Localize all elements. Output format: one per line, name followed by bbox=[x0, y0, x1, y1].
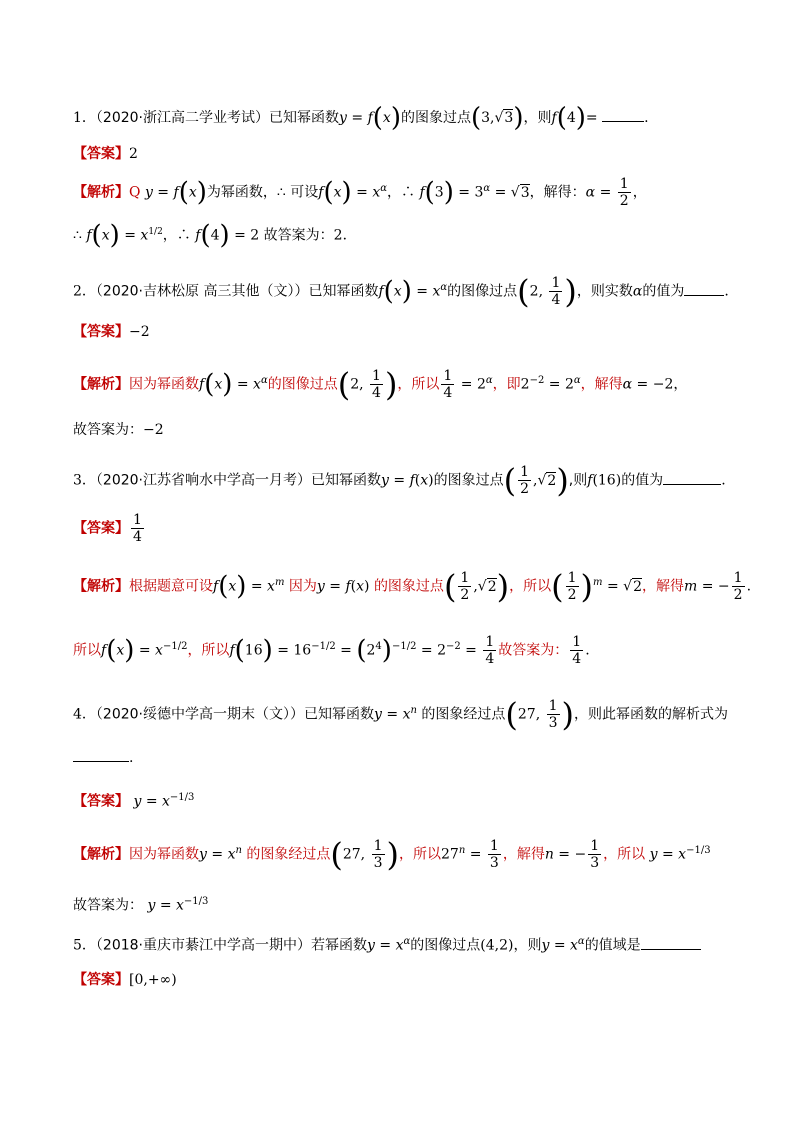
question-3: 3．（2020·江苏省响水中学高一月考）已知幂函数y = f(x)的图象过点( $\frac{1}{2}$ ,√2),则f(16)的值为 . bbox=[73, 461, 726, 500]
answer-5: 【答案】[0,+∞) bbox=[73, 972, 177, 988]
analysis-2-cont: 故答案为：−2 bbox=[73, 422, 164, 438]
answer-label: 【答案】 bbox=[73, 520, 129, 537]
answer-blank bbox=[684, 283, 724, 296]
question-source: （2018·重庆市綦江中学高一期中） bbox=[95, 937, 312, 954]
answer-label: 【答案】 bbox=[73, 146, 129, 162]
question-source: （2020·绥德中学高一期末（文）） bbox=[95, 706, 305, 723]
analysis-3-cont: 所以$f(x) = x^{-1/2}$，所以$f(16) = 16^{-1/2} = (2^4)^{-1/2} = 2^{-2}$ = $\frac{1}{4}$ 故答案为： $\frac{1}{4}$ . bbox=[73, 634, 590, 668]
question-2: 2．（2020·吉林松原 高三其他（文））已知幂函数$f(x) = x^\alpha$的图像过点(2, $\frac{1}{4}$ )，则实数α的值为 . bbox=[73, 272, 729, 311]
answer-3: 【答案】 $\frac{1}{4}$ bbox=[73, 512, 142, 545]
answer-2: 【答案】−2 bbox=[73, 324, 150, 340]
answer-label: 【答案】 bbox=[73, 972, 129, 988]
analysis-2: 【解析】因为幂函数$f(x) = x^\alpha$的图像过点(2, $\frac{1}{4}$ )，所以 $\frac{1}{4}$ = $2^\alpha$，即$2^{-2} = 2^\alpha$，解得α = −2， bbox=[73, 365, 688, 404]
analysis-label: 【解析】 bbox=[73, 578, 129, 595]
question-source: （2020·吉林松原 高三其他（文）） bbox=[95, 283, 309, 300]
analysis-1: 【解析】Q y = f(x)为幂函数，∴ 可设$f(x) = x^\alpha$，∴ $f(3) = 3^\alpha = √3$，解得：α = $\frac{1}{2}$ ， bbox=[73, 176, 647, 209]
question-4: 4．（2020·绥德中学高一期末（文））已知幂函数$y = x^n$ 的图象经过点(27, $\frac{1}{3}$ )，则此幂函数的解析式为 bbox=[73, 695, 728, 734]
question-number: 4． bbox=[73, 706, 96, 723]
question-4-cont: . bbox=[73, 748, 133, 768]
answer-1: 【答案】2 bbox=[73, 146, 138, 162]
analysis-4-cont: 故答案为： $y = x^{-1/3}$ bbox=[73, 896, 209, 914]
analysis-4: 【解析】因为幂函数$y = x^n$ 的图象经过点(27, $\frac{1}{3}$ )，所以$27^n$ = $\frac{1}{3}$ ，解得n = − $\frac{1}{3}$ ，所以 $y = x^{-1/3}$ bbox=[73, 835, 711, 874]
answer-blank bbox=[663, 472, 721, 485]
answer-label: 【答案】 bbox=[73, 324, 129, 340]
answer-4: 【答案】 $y = x^{-1/3}$ bbox=[73, 792, 195, 810]
analysis-3: 【解析】根据题意可设$f(x) = x^m$ 因为y = f(x) 的图象过点( $\frac{1}{2}$ ,√2)，所以( $\frac{1}{2}$ )$^m$ = √2，解得m = − $\frac{1}{2}$ . bbox=[73, 567, 752, 606]
question-source: （2020·江苏省响水中学高一月考） bbox=[95, 472, 312, 489]
question-number: 3． bbox=[73, 472, 96, 489]
question-5: 5．（2018·重庆市綦江中学高一期中）若幂函数$y = x^\alpha$的图像过点(4,2)，则$y = x^\alpha$的值域是 bbox=[73, 932, 701, 956]
answer-blank bbox=[73, 749, 129, 762]
question-number: 2． bbox=[73, 283, 96, 300]
question-source: （2020·浙江高二学业考试） bbox=[95, 110, 270, 126]
question-1: 1．（2020·浙江高二学业考试）已知幂函数y = f(x)的图象过点(3,√3)，则f(4)= . bbox=[73, 103, 649, 133]
analysis-label: 【解析】 bbox=[73, 846, 129, 863]
question-number: 5． bbox=[73, 937, 96, 954]
analysis-label: 【解析】 bbox=[73, 376, 129, 393]
analysis-label: 【解析】 bbox=[73, 184, 129, 201]
analysis-1-cont: ∴ $f(x) = x^{1/2}$，∴ f(4) = 2 故答案为：2． bbox=[73, 220, 357, 251]
question-number: 1． bbox=[73, 110, 96, 126]
answer-label: 【答案】 bbox=[73, 793, 129, 810]
answer-blank bbox=[641, 937, 701, 950]
answer-blank bbox=[602, 109, 644, 122]
